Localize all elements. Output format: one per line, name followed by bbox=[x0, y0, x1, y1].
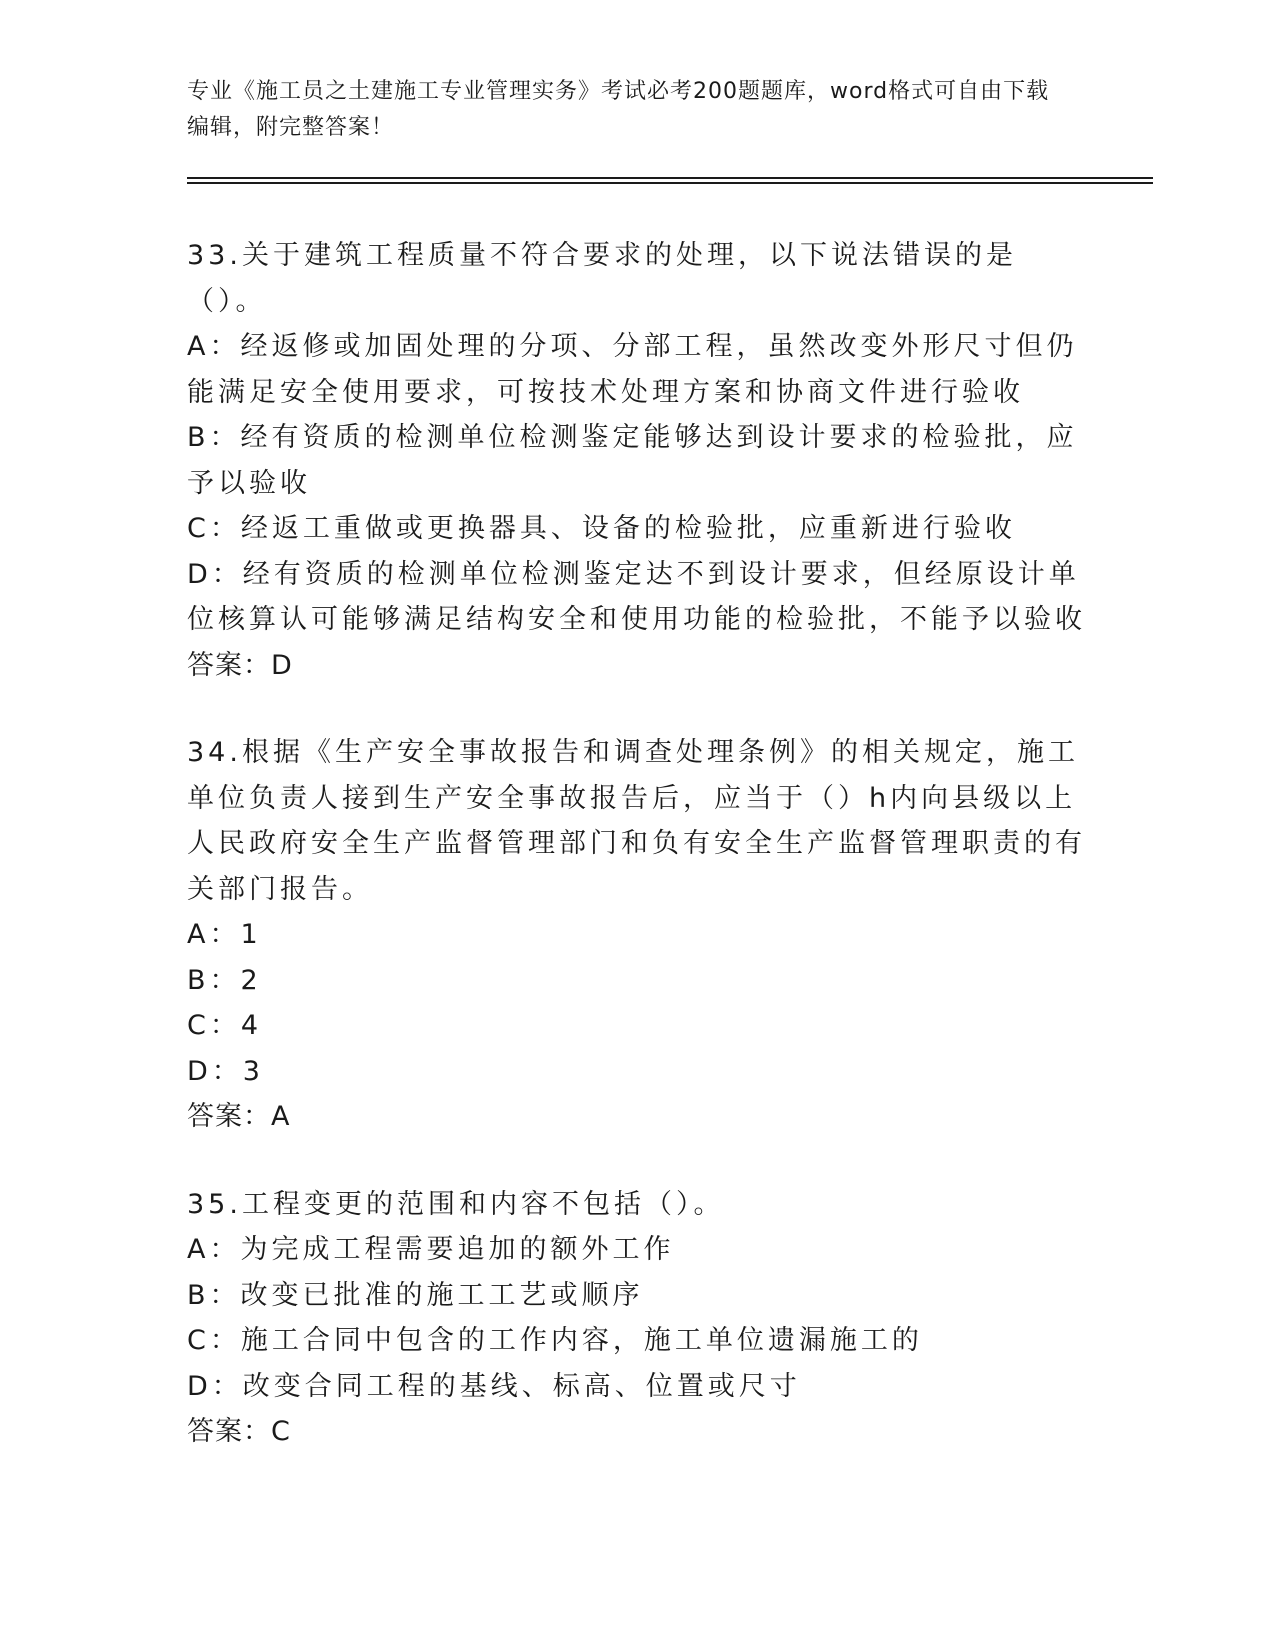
option-d: D：3 bbox=[187, 1055, 264, 1087]
answer-line: 答案：D bbox=[187, 649, 293, 681]
header-divider-bottom bbox=[187, 182, 1153, 184]
option-d: D：改变合同工程的基线、标高、位置或尺寸 bbox=[187, 1370, 801, 1402]
option-b: B：改变已批准的施工工艺或顺序 bbox=[187, 1279, 644, 1311]
question-stem: 35.工程变更的范围和内容不包括（）。 bbox=[187, 1188, 725, 1220]
question-stem: 33.关于建筑工程质量不符合要求的处理，以下说法错误的是（）。 bbox=[187, 240, 1017, 317]
question-stem: 34.根据《生产安全事故报告和调查处理条例》的相关规定，施工单位负责人接到生产安全事故报告后，应当于（）h内向县级以上人民政府安全生产监督管理部门和负有安全生产监督管理职责的有关部门报告。 bbox=[187, 737, 1086, 905]
answer-line: 答案：C bbox=[187, 1416, 291, 1447]
option-c: C：经返工重做或更换器具、设备的检验批，应重新进行验收 bbox=[187, 513, 1016, 544]
option-c: C：施工合同中包含的工作内容，施工单位遗漏施工的 bbox=[187, 1325, 923, 1356]
option-d: D：经有资质的检测单位检测鉴定达不到设计要求，但经原设计单位核算认可能够满足结构安全和使用功能的检验批，不能予以验收 bbox=[187, 558, 1086, 635]
option-a: A：1 bbox=[187, 919, 262, 950]
question-35 bbox=[187, 1182, 1087, 1455]
header-divider-top bbox=[187, 177, 1153, 179]
option-b: B：2 bbox=[187, 964, 262, 996]
question-33 bbox=[187, 233, 1087, 688]
option-b: B：经有资质的检测单位检测鉴定能够达到设计要求的检验批，应予以验收 bbox=[187, 422, 1078, 499]
option-a: A：为完成工程需要追加的额外工作 bbox=[187, 1234, 675, 1265]
question-34 bbox=[187, 730, 1087, 1140]
question-list bbox=[187, 233, 1087, 1497]
option-a: A：经返修或加固处理的分项、分部工程，虽然改变外形尺寸但仍能满足安全使用要求，可按技术处理方案和协商文件进行验收 bbox=[187, 331, 1078, 408]
option-c: C：4 bbox=[187, 1010, 263, 1041]
answer-line: 答案：A bbox=[187, 1101, 291, 1132]
document-header: 专业《施工员之土建施工专业管理实务》考试必考200题题库，word格式可自由下载编辑，附完整答案！ bbox=[187, 79, 1050, 140]
